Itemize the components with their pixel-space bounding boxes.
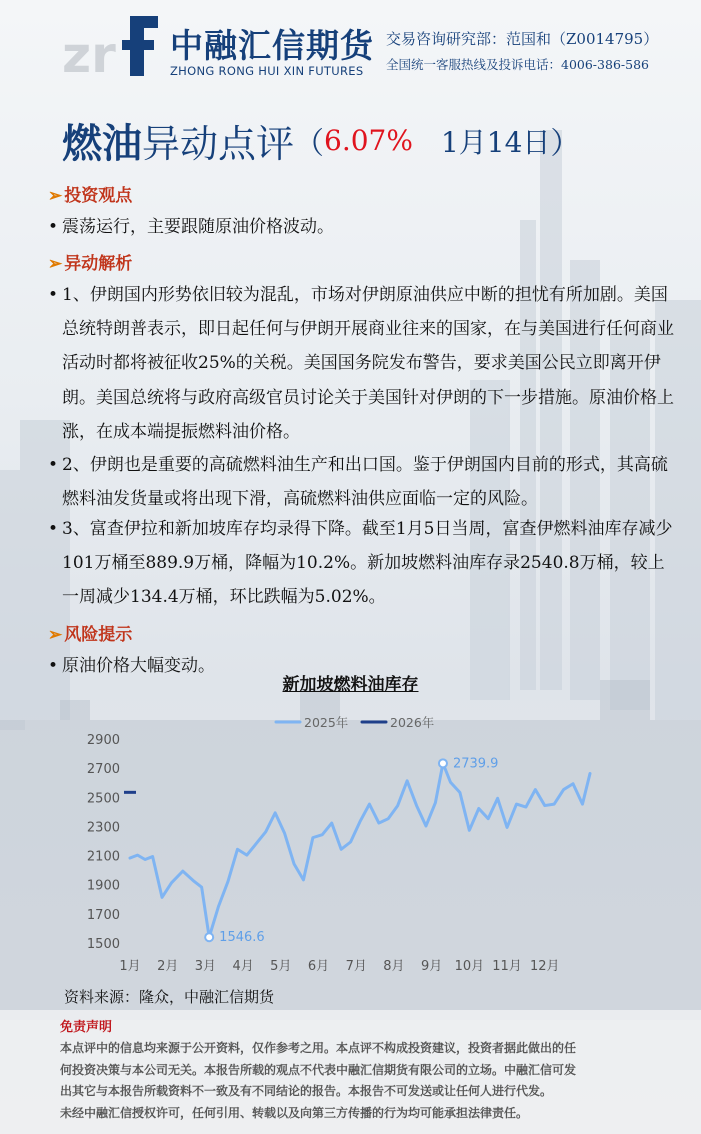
annotation-marker <box>205 933 213 941</box>
analysis-text: 1、伊朗国内形势依旧较为混乱，市场对伊朗原油供应中断的担忧有所加剧。美国总统特朗普表示，即日起任何与伊朗开展商业往来的国家，在与美国进行任何商业活动时都将被征收25%的关税。美国国务院发布警告，要求美国公民立即离开伊朗。美国总统将与政府高级官员讨论关于美国针对伊朗的下一步措施。原油价格上涨，在成本端提振燃料油价格。 <box>62 285 674 442</box>
arrow-icon: ➢ <box>48 625 63 645</box>
x-tick-label: 3月 <box>194 959 217 974</box>
bullet-icon: • <box>48 519 59 539</box>
y-tick-label: 2700 <box>86 762 120 778</box>
view-text: 震荡运行，主要跟随原油价格波动。 <box>62 217 334 237</box>
analysis-item-2 <box>48 448 678 516</box>
section-title-text: 风险提示 <box>64 625 133 645</box>
disclaimer-line: 本点评中的信息均来源于公开资料，仅作参考之用。本点评不构成投资建议，投资者据此做出的任 <box>60 1041 577 1055</box>
inventory-line-chart <box>80 700 620 990</box>
title-date: 1月14日 <box>440 125 551 159</box>
x-tick-label: 5月 <box>270 959 292 974</box>
company-name-en: ZHONG RONG HUI XIN FUTURES <box>170 64 364 78</box>
legend-label: 2025年 <box>304 715 349 730</box>
x-tick-label: 1月 <box>119 959 141 974</box>
analysis-text: 3、富查伊拉和新加坡库存均录得下降。截至1月5日当周，富查伊燃料油库存减少101万桶至889.9万桶，降幅为10.2%。新加坡燃料油库存录2540.8万桶，较上一周减少134.4万桶，环比跌幅为5.02%。 <box>62 519 673 608</box>
analysis-item-1 <box>48 278 678 449</box>
analyst-info: 交易咨询研究部：范国和（Z0014795） <box>386 30 659 48</box>
disclaimer-line: 何投资决策与本公司无关。本报告所载的观点不代表中融汇信期货有限公司的立场。中融汇信可发 <box>60 1062 577 1077</box>
title-subject: 异动点评 <box>142 122 295 166</box>
view-paragraph <box>48 210 678 244</box>
disclaimer-line: 未经中融汇信授权许可，任何引用、转载以及向第三方传播的行为均可能承担法律责任。 <box>60 1105 529 1120</box>
section-title-analysis <box>48 249 132 274</box>
data-source: 资料来源：隆众，中融汇信期货 <box>64 988 275 1006</box>
annotation-marker <box>439 759 447 767</box>
bullet-icon: • <box>48 217 59 237</box>
section-title-text: 投资观点 <box>64 186 133 206</box>
annotation-label: 2739.9 <box>452 756 499 772</box>
x-tick-label: 4月 <box>232 959 254 974</box>
bullet-icon: • <box>48 455 59 475</box>
hotline-info: 全国统一客服热线及投诉电话：4006-386-586 <box>386 57 649 72</box>
page-title <box>62 112 580 168</box>
disclaimer-line: 出其它与本报告所载资料不一致及有不同结论的报告。本报告不可发送或让任何人进行代发。 <box>60 1084 553 1098</box>
y-tick-label: 2100 <box>86 849 120 865</box>
legend-label: 2026年 <box>390 715 435 730</box>
x-tick-label: 8月 <box>383 959 405 974</box>
chart-title: 新加坡燃料油库存 <box>282 675 419 695</box>
title-change-pct: 6.07% <box>324 124 413 157</box>
x-tick-label: 12月 <box>529 959 560 974</box>
y-tick-label: 2900 <box>86 733 120 748</box>
bullet-icon: • <box>48 656 59 676</box>
risk-text: 原油价格大幅变动。 <box>62 656 215 676</box>
analysis-item-3 <box>48 512 678 615</box>
arrow-icon: ➢ <box>48 186 63 206</box>
title-paren-open: （ <box>294 126 325 162</box>
disclaimer-title: 免责声明 <box>60 1020 113 1035</box>
bullet-icon: • <box>48 285 59 305</box>
company-name-cn: 中融汇信期货 <box>170 26 374 65</box>
y-tick-label: 2500 <box>86 791 120 807</box>
series-line <box>130 763 590 937</box>
arrow-icon: ➢ <box>48 254 63 274</box>
section-title-view <box>48 181 132 206</box>
title-commodity: 燃油 <box>62 120 142 167</box>
section-title-text: 异动解析 <box>64 254 133 274</box>
x-tick-label: 10月 <box>454 959 485 974</box>
title-paren-close: ） <box>550 126 581 162</box>
annotation-label: 1546.6 <box>219 930 265 946</box>
y-tick-label: 1900 <box>86 878 120 894</box>
y-tick-label: 1700 <box>86 907 120 923</box>
company-logo-icon <box>60 10 160 80</box>
disclaimer-text <box>60 1038 650 1124</box>
y-tick-label: 2300 <box>86 820 120 836</box>
x-tick-label: 2月 <box>157 959 179 974</box>
section-title-risk <box>48 620 132 645</box>
x-tick-label: 6月 <box>307 959 330 974</box>
y-tick-label: 1500 <box>86 937 120 952</box>
x-tick-label: 11月 <box>492 959 522 974</box>
x-tick-label: 7月 <box>345 959 367 974</box>
analysis-text: 2、伊朗也是重要的高硫燃料油生产和出口国。鉴于伊朗国内目前的形式，其高硫燃料油发货量或将出现下滑，高硫燃料油供应面临一定的风险。 <box>62 455 668 510</box>
report-header <box>0 0 701 92</box>
x-tick-label: 9月 <box>420 959 443 974</box>
svg-text:zr: zr <box>62 26 116 80</box>
